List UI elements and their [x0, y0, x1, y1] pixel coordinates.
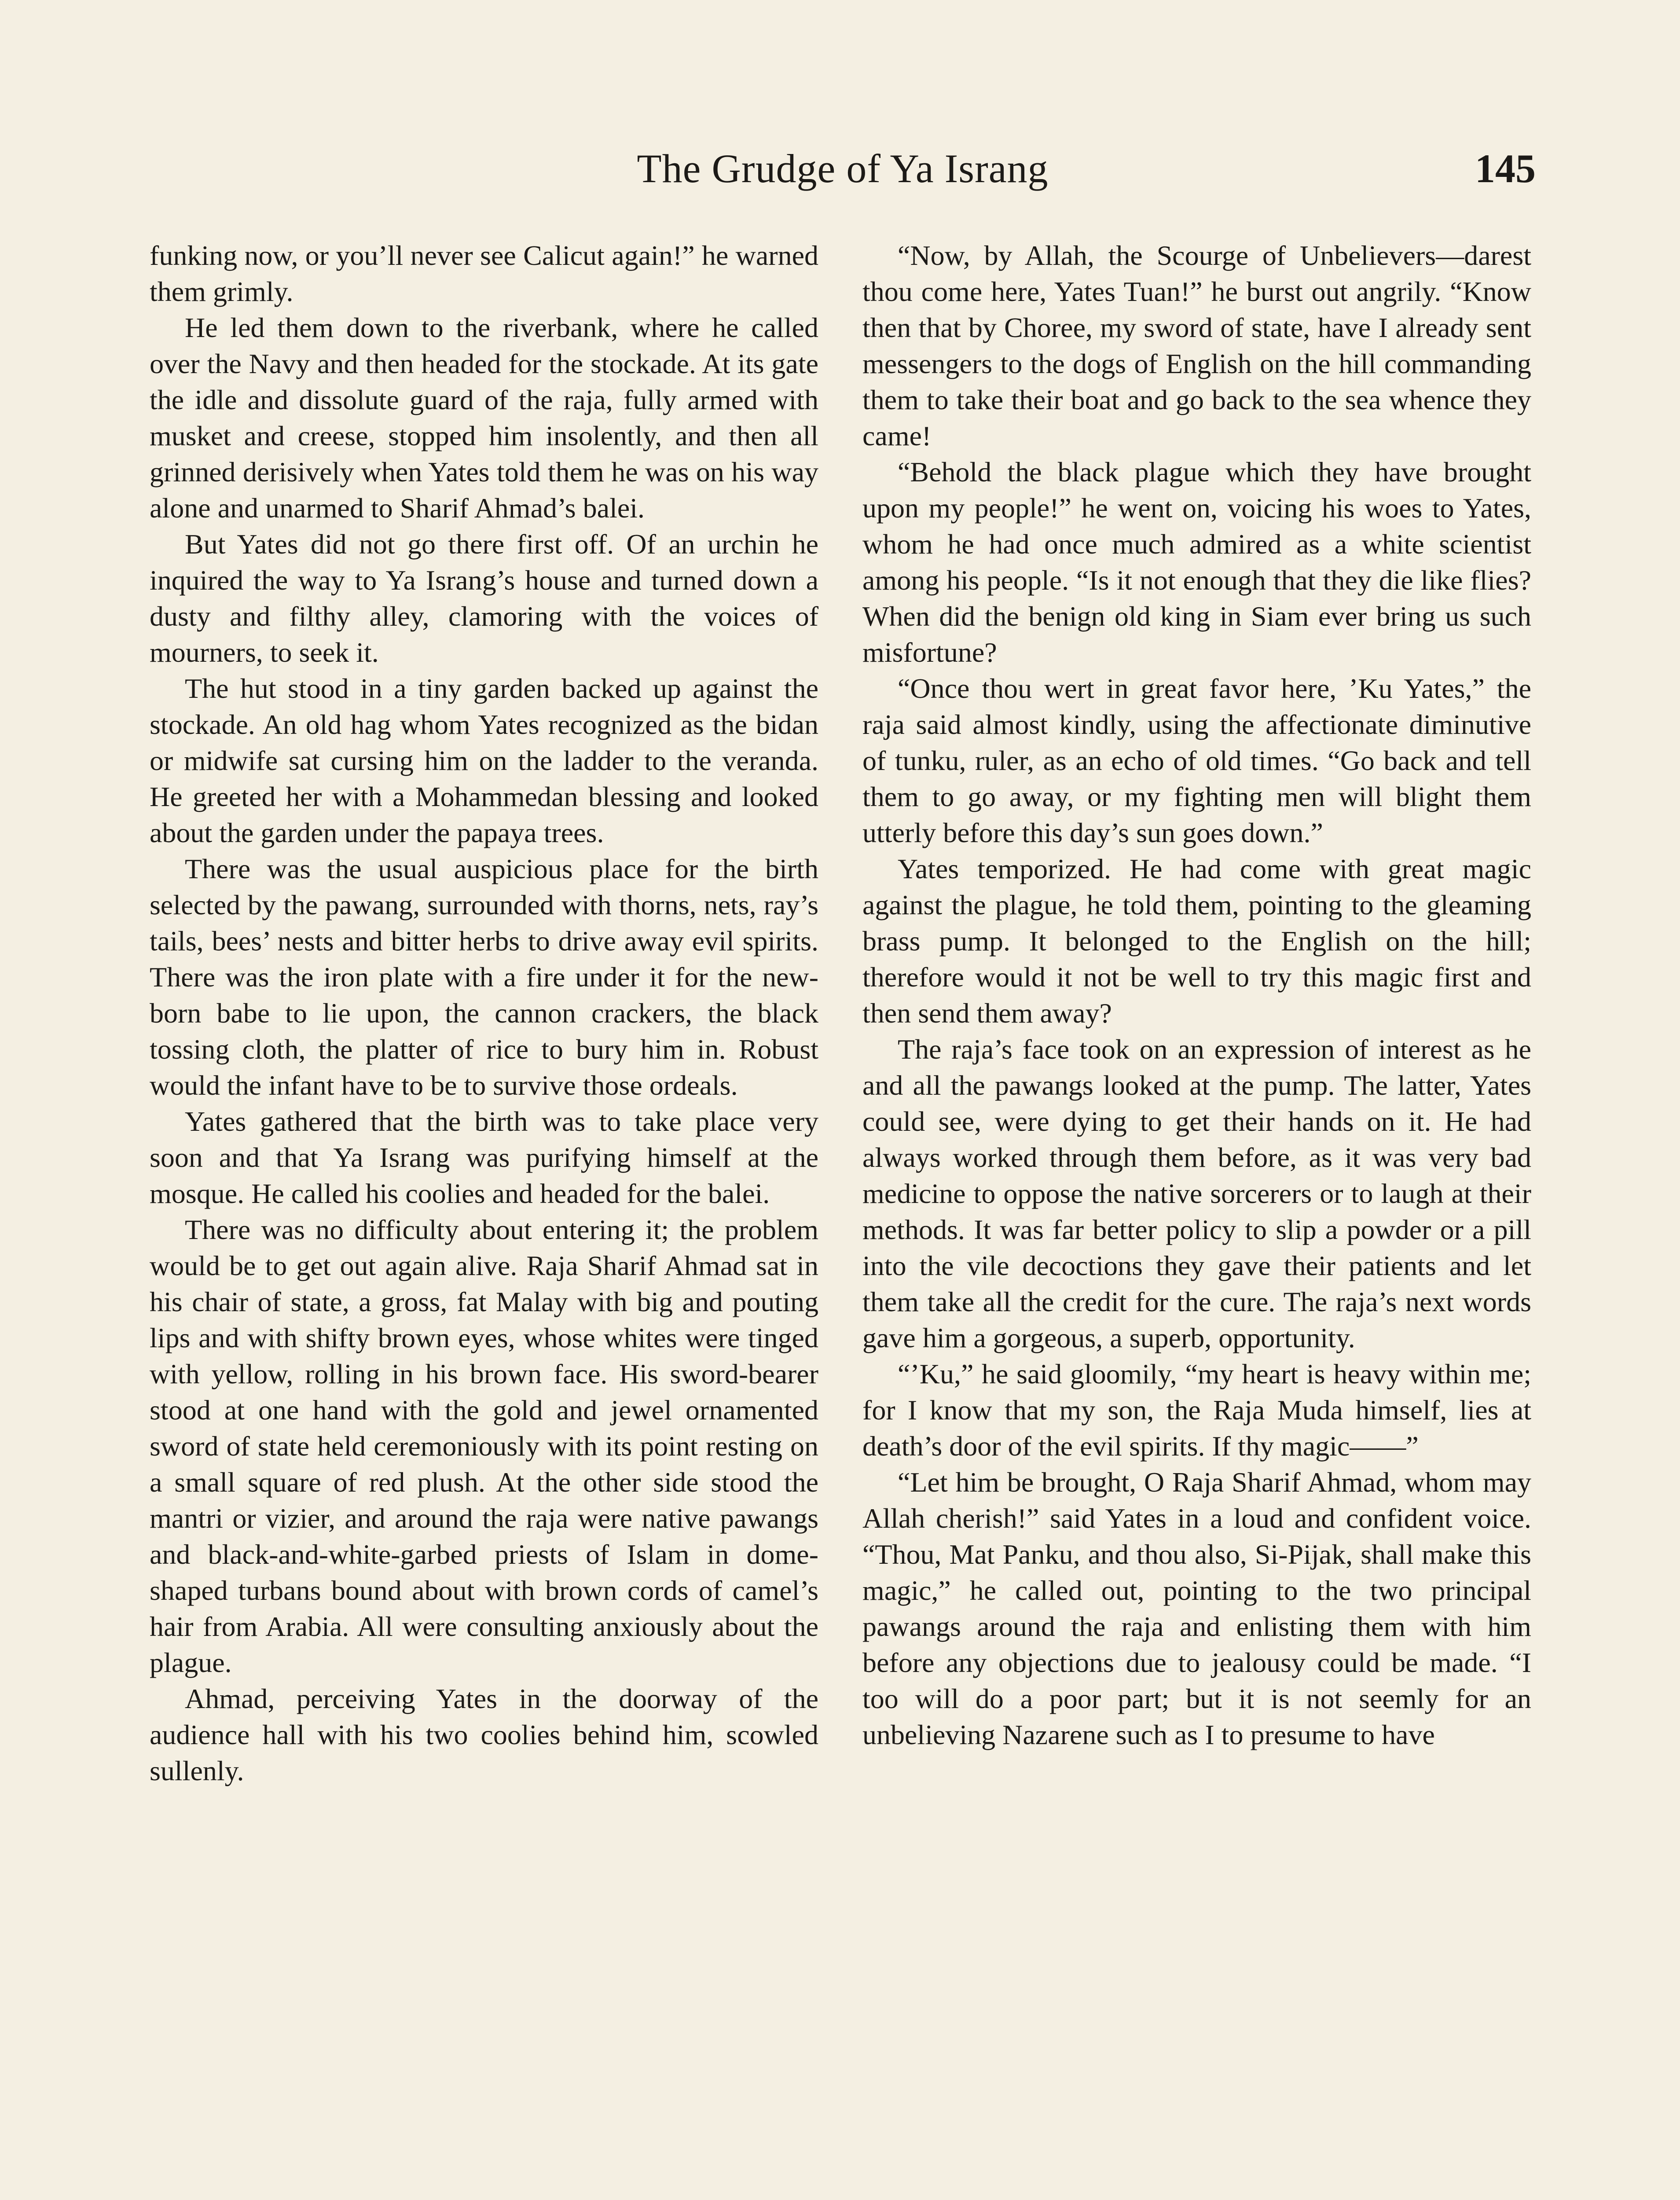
paragraph: “Let him be brought, O Raja Sharif Ahmad, whom may Allah cherish!” said Yates in a loud and confident voice. “Thou, Mat Panku, and thou also, Si-Pijak, shall make this magic,” he called out, pointing to the two principal pawangs around the raja and enlisting them with him before any objections due to jealousy could be made. “I too will do a poor part; but it is not seemly for an unbelieving Nazarene such as I to presume to have: [862, 1467, 1531, 1750]
paragraph: There was no difficulty about entering it; the problem would be to get out again alive. Raja Sharif Ahmad sat in his chair of state, a gross, fat Malay with big and pouting lips and with shifty brown eyes, whose whites were tinged with yellow, rolling in his brown face. His sword-bearer stood at one hand with the gold and jewel ornamented sword of state held ceremoniously with its point resting on a small square of red plush. At the other side stood the mantri or vizier, and around the raja were native pawangs and black-and-white-garbed priests of Islam in dome-shaped turbans bound about with brown cords of camel’s hair from Arabia. All were consulting anxiously about the plague.: [150, 1214, 818, 1678]
paragraph: “’Ku,” he said gloomily, “my heart is heavy within me; for I know that my son, the Raja Muda himself, lies at death’s door of the evil spirits. If thy magic——”: [862, 1358, 1531, 1462]
paragraph: The hut stood in a tiny garden backed up against the stockade. An old hag whom Yates recognized as the bidan or midwife sat cursing him on the ladder to the veranda. He greeted her with a Mohammedan blessing and looked about the garden under the papaya trees.: [150, 673, 818, 848]
paragraph: Ahmad, perceiving Yates in the doorway of the audience hall with his two coolies behind him, scowled sullenly.: [150, 1683, 818, 1786]
page-number: 145: [1475, 146, 1536, 191]
paragraph: “Once thou wert in great favor here, ’Ku Yates,” the raja said almost kindly, using the affectionate diminutive of tunku, ruler, as an echo of old times. “Go back and tell them to go away, or my fighting men will blight them utterly before this day’s sun goes down.”: [862, 673, 1531, 848]
paragraph: funking now, or you’ll never see Calicut again!” he warned them grimly.: [150, 240, 818, 307]
paragraph: Yates temporized. He had come with great magic against the plague, he told them, pointing to the gleaming brass pump. It belonged to the English on the hill; therefore would it not be well to try this magic first and then send them away?: [862, 853, 1531, 1029]
paragraph: Yates gathered that the birth was to take place very soon and that Ya Israng was purifying himself at the mosque. He called his coolies and headed for the balei.: [150, 1106, 818, 1209]
right-column: [862, 238, 1531, 1753]
running-title: The Grudge of Ya Israng: [637, 146, 1049, 191]
paragraph: “Behold the black plague which they have brought upon my people!” he went on, voicing his woes to Yates, whom he had once much admired as a white scientist among his people. “Is it not enough that they die like flies? When did the benign old king in Siam ever bring us such misfortune?: [862, 456, 1531, 668]
paragraph: There was the usual auspicious place for the birth selected by the pawang, surrounded with thorns, nets, ray’s tails, bees’ nests and bitter herbs to drive away evil spirits. There was the iron plate with a fire under it for the new-born babe to lie upon, the cannon crackers, the black tossing cloth, the platter of rice to bury him in. Robust would the infant have to be to survive those ordeals.: [150, 853, 818, 1101]
paragraph: But Yates did not go there first off. Of an urchin he inquired the way to Ya Israng’s house and turned down a dusty and filthy alley, clamoring with the voices of mourners, to seek it.: [150, 528, 818, 668]
paragraph: “Now, by Allah, the Scourge of Unbelievers—darest thou come here, Yates Tuan!” he burst out angrily. “Know then that by Choree, my sword of state, have I already sent messengers to the dogs of English on the hill commanding them to take their boat and go back to the sea whence they came!: [862, 240, 1531, 451]
left-column: [150, 238, 818, 1789]
running-head: [150, 145, 1536, 207]
paragraph: He led them down to the riverbank, where he called over the Navy and then headed for the stockade. At its gate the idle and dissolute guard of the raja, fully armed with musket and creese, stopped him insolently, and then all grinned derisively when Yates told them he was on his way alone and unarmed to Sharif Ahmad’s balei.: [150, 312, 818, 524]
paragraph: The raja’s face took on an expression of interest as he and all the pawangs looked at the pump. The latter, Yates could see, were dying to get their hands on it. He had always worked through them before, as it was very bad medicine to oppose the native sorcerers or to laugh at their methods. It was far better policy to slip a powder or a pill into the vile decoctions they gave their patients and let them take all the credit for the cure. The raja’s next words gave him a gorgeous, a superb, opportunity.: [862, 1034, 1531, 1353]
